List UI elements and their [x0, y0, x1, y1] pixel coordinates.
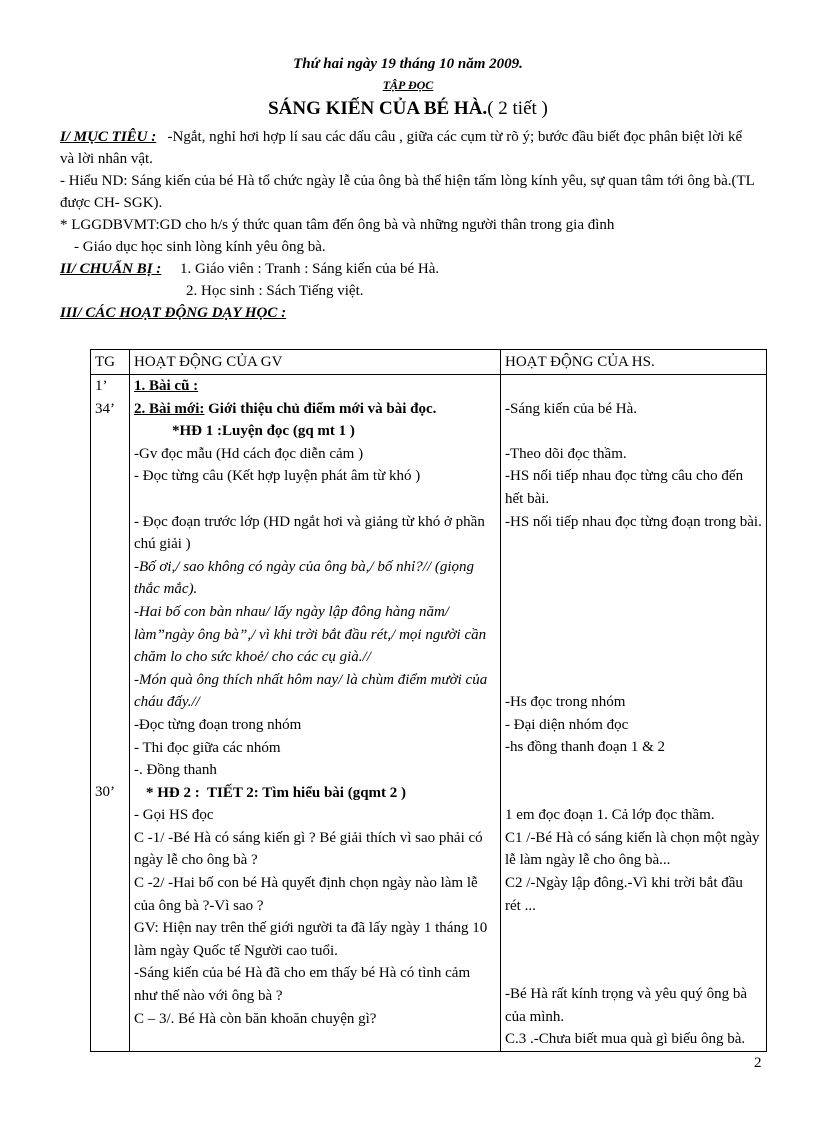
- lesson-activities-table: [90, 349, 767, 1052]
- lesson-date: Thứ hai ngày 19 tháng 10 năm 2009.: [293, 56, 523, 72]
- gv-line: -Gv đọc mẫu (Hd cách đọc diễn cảm ): [134, 445, 364, 462]
- hs-line: -HS nối tiếp nhau đọc từng đoạn trong bài.: [505, 513, 762, 530]
- hs-line: -HS nối tiếp nhau đọc từng câu cho đến hết bài.: [505, 468, 747, 507]
- hs-spacer: [505, 533, 762, 691]
- gv-line: [134, 398, 496, 421]
- objectives-heading: I/ MỤC TIÊU :: [60, 129, 157, 145]
- table-body-row: [91, 375, 767, 1052]
- hs-blank: [505, 759, 762, 782]
- time-spacer: [95, 420, 125, 781]
- gv-line: 1. Bài cũ :: [134, 378, 199, 394]
- gv-line: *HĐ 1 :Luyện đọc (gq mt 1 ): [172, 423, 355, 440]
- preparation-line-1: [60, 258, 760, 280]
- hs-line: C2 /-Ngày lập đông.-Vì khi trời bắt đầu rét ...: [505, 874, 747, 914]
- lesson-title-text: SÁNG KIẾN CỦA BÉ HÀ.: [268, 98, 488, 119]
- gv-line: C – 3/. Bé Hà còn băn khoăn chuyện gì?: [134, 1010, 377, 1027]
- hs-spacer: [505, 917, 762, 983]
- gv-line: - Thi đọc giữa các nhóm: [134, 739, 281, 756]
- header-teacher: HOẠT ĐỘNG CỦA GV: [130, 350, 501, 375]
- page-number: 2: [754, 1055, 762, 1071]
- hs-blank: [505, 782, 762, 805]
- gv-line: -Sáng kiến của bé Hà đã cho em thấy bé Hà có tình cảm như thế nào với ông bà ?: [134, 965, 474, 1005]
- teacher-activities-cell: [130, 375, 501, 1052]
- hs-line: -Bé Hà rất kính trọng và yêu quý ông bà của mình.: [505, 986, 751, 1025]
- gv-line: - Gọi HS đọc: [134, 807, 214, 824]
- objectives-line-1: [60, 126, 760, 170]
- student-activities-cell: [501, 375, 767, 1052]
- table-header-row: [91, 350, 767, 375]
- preparation-heading: II/ CHUẨN BỊ :: [60, 261, 162, 277]
- objectives-line-4: - Giáo dục học sinh lòng kính yêu ông bà.: [74, 239, 326, 255]
- gv-line: -Hai bố con bàn nhau/ lấy ngày lập đông hàng năm/ làm”ngày ông bà”,/ vì khi trời bắt đầu rét,/ mọi người cần chăm lo cho sức khoẻ/ cho các cụ già.//: [134, 603, 490, 666]
- gv-new-lesson-label: 2. Bài mới:: [134, 400, 205, 417]
- gv-blank: [134, 488, 496, 511]
- preparation-line-2: 2. Học sinh : Sách Tiếng việt.: [186, 283, 364, 299]
- gv-line: C -1/ -Bé Hà có sáng kiến gì ? Bé giải thích vì sao phải có ngày lễ cho ông bà ?: [134, 829, 487, 869]
- gv-line: * HĐ 2 : TIẾT 2: Tìm hiểu bài (gqmt 2 ): [146, 784, 407, 801]
- hs-line: C.3 .-Chưa biết mua quà gì biếu ông bà.: [505, 1031, 746, 1048]
- objectives-line-3: * LGGDBVMT:GD cho h/s ý thức quan tâm đến ông bà và những người thân trong gia đình: [60, 217, 615, 233]
- gv-line: -. Đồng thanh: [134, 762, 217, 779]
- gv-line: C -2/ -Hai bố con bé Hà quyết định chọn ngày nào làm lễ của ông bà ?-Vì sao ?: [134, 875, 482, 914]
- hs-line: 1 em đọc đoạn 1. Cả lớp đọc thầm.: [505, 807, 715, 824]
- gv-line: -Món quà ông thích nhất hôm nay/ là chùm điểm mười của cháu đấy.//: [134, 671, 491, 711]
- gv-new-lesson-text: Giới thiệu chủ điểm mới và bài đọc.: [204, 400, 437, 417]
- lesson-subject: TẬP ĐỌC: [382, 78, 434, 92]
- hs-line: -Hs đọc trong nhóm: [505, 694, 626, 711]
- gv-line: -Bố ơi,/ sao không có ngày của ông bà,/ bố nhỉ?// (giọng thắc mắc).: [134, 558, 478, 598]
- gv-line: -Đọc từng đoạn trong nhóm: [134, 716, 302, 733]
- hs-line: -Theo dõi đọc thầm.: [505, 445, 627, 462]
- header-tg: TG: [91, 350, 130, 375]
- header-students: HOẠT ĐỘNG CỦA HS.: [501, 350, 767, 375]
- hs-blank: [505, 375, 762, 398]
- gv-line: - Đọc đoạn trước lớp (HD ngắt hơi và giảng từ khó ở phần chú giải ): [134, 513, 489, 553]
- hs-line: -Sáng kiến của bé Hà.: [505, 400, 638, 417]
- gv-line: - Đọc từng câu (Kết hợp luyện phát âm từ khó ): [134, 468, 421, 485]
- hs-blank: [505, 420, 762, 443]
- lesson-title: [0, 98, 816, 120]
- gv-line: GV: Hiện nay trên thế giới người ta đã lấy ngày 1 tháng 10 làm ngày Quốc tế Người cao tuổi.: [134, 920, 491, 959]
- time-2: 34’: [95, 400, 115, 417]
- activities-heading: III/ CÁC HOẠT ĐỘNG DẠY HỌC :: [60, 305, 287, 321]
- objectives-line-2: - Hiểu ND: Sáng kiến của bé Hà tổ chức ngày lễ của ông bà thể hiện tấm lòng kính yêu, sự quan tâm tới ông bà.(TL được CH- SGK).: [60, 173, 755, 211]
- time-3: 30’: [95, 784, 115, 801]
- preparation-text-1: 1. Giáo viên : Tranh : Sáng kiến của bé Hà.: [180, 261, 440, 277]
- lesson-title-note: ( 2 tiết ): [487, 98, 548, 119]
- time-1: 1’: [95, 378, 108, 394]
- hs-line: -hs đồng thanh đoạn 1 & 2: [505, 739, 665, 756]
- time-cell: [91, 375, 130, 1052]
- hs-line: - Đại diện nhóm đọc: [505, 716, 629, 733]
- objectives-text-1: -Ngắt, nghỉ hơi hợp lí sau các dấu câu , giữa các cụm từ rõ ý; bước đầu biết đọc phân biệt lời kể và lời nhân vật.: [60, 129, 743, 167]
- lesson-intro: [60, 126, 760, 324]
- hs-line: C1 /-Bé Hà có sáng kiến là chọn một ngày lễ làm ngày lễ cho ông bà...: [505, 829, 764, 869]
